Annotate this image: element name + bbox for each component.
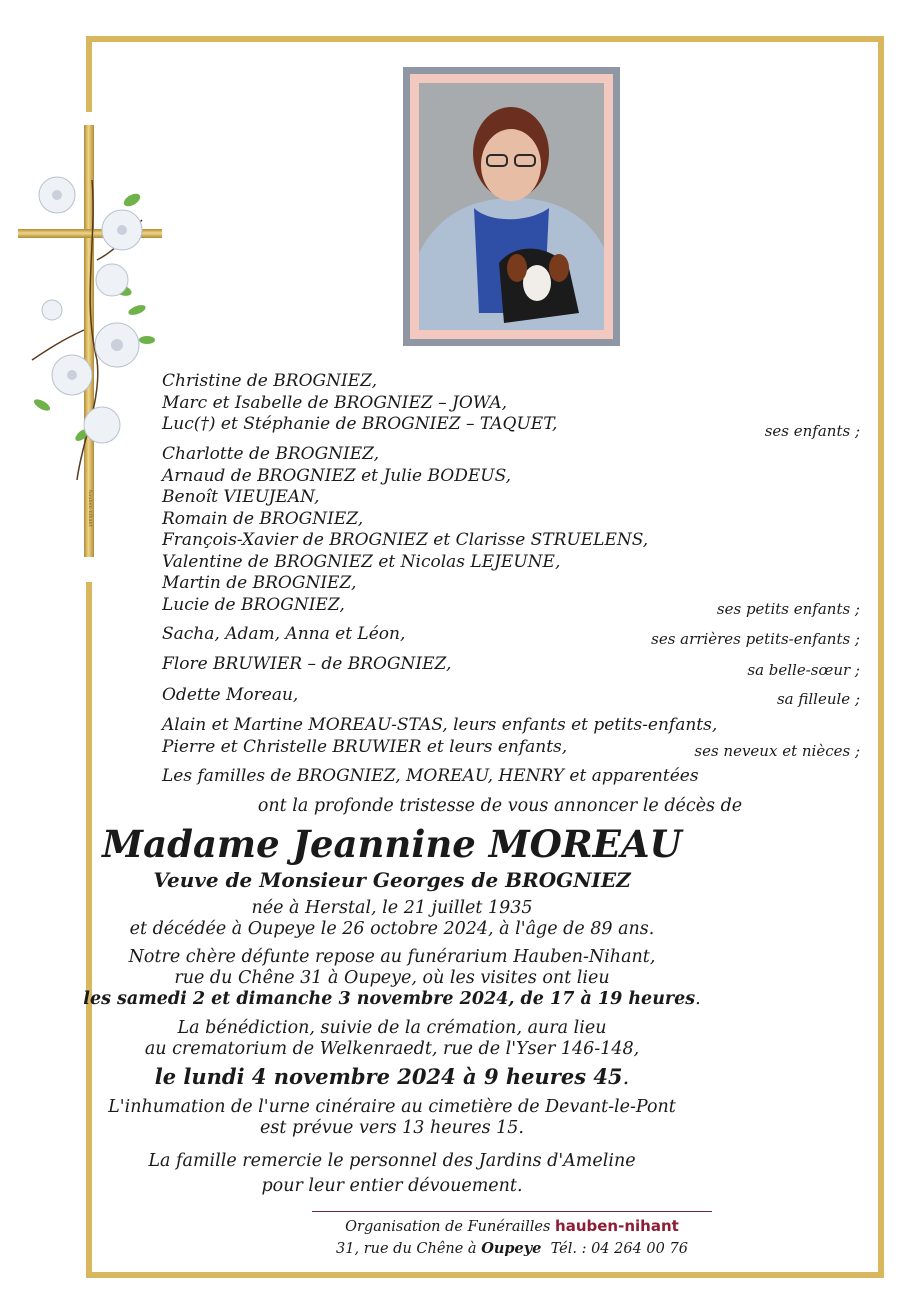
visits-text: les samedi 2 et dimanche 3 novembre 2024, de 17 à 19 heures <box>83 989 696 1009</box>
relation-label: sa belle-sœur ; <box>747 661 860 679</box>
ceremony-date: le lundi 4 novembre 2024 à 9 heures 45 <box>154 1064 623 1089</box>
announce-line: ont la profonde tristesse de vous annoncer le décès de <box>257 796 743 816</box>
blessing-line: La bénédiction, suivie de la crémation, aura lieu <box>177 1018 607 1038</box>
visits-line: les samedi 2 et dimanche 3 novembre 2024, de 17 à 19 heures. <box>83 989 701 1009</box>
footer-phone: Tél. : 04 264 00 76 <box>550 1241 688 1257</box>
brand-logo: hauben-nihant <box>555 1217 679 1235</box>
burial-line: L'inhumation de l'urne cinéraire au cimetière de Devant-le-Pont <box>108 1097 676 1117</box>
grandchild-name: Romain de BROGNIEZ, <box>162 508 364 529</box>
footer-org-line <box>290 1217 734 1235</box>
relation-label: ses enfants ; <box>764 422 860 440</box>
burial-line: est prévue vers 13 heures 15. <box>260 1118 524 1138</box>
rest-line: rue du Chêne 31 à Oupeye, où les visites ont lieu <box>174 968 610 988</box>
sister-in-law-name: Flore BRUWIER – de BROGNIEZ, <box>162 654 452 674</box>
relation-label: ses petits enfants ; <box>716 600 860 618</box>
death-line: et décédée à Oupeye le 26 octobre 2024, à l'âge de 89 ans. <box>129 919 655 939</box>
magnolia-flowers-icon <box>22 160 162 490</box>
portrait-image-icon <box>419 83 604 330</box>
thanks-line: La famille remercie le personnel des Jardins d'Ameline <box>148 1151 636 1171</box>
grandchild-name: François-Xavier de BROGNIEZ et Clarisse STRUELENS, <box>162 530 649 550</box>
nephew-name: Pierre et Christelle BRUWIER et leurs enfants, <box>162 736 568 757</box>
cross-signature: hauben-nihant <box>87 490 93 527</box>
portrait-frame <box>403 67 620 346</box>
relation-label: sa filleule ; <box>776 690 860 708</box>
footer-city: Oupeye <box>481 1240 542 1257</box>
footer-address-line <box>290 1240 734 1257</box>
child-name: Luc(†) et Stéphanie de BROGNIEZ – TAQUET, <box>162 414 558 434</box>
deceased-name: Madame Jeannine MOREAU <box>102 822 682 866</box>
grandchild-name: Lucie de BROGNIEZ, <box>162 594 345 615</box>
nephew-name: Alain et Martine MOREAU-STAS, leurs enfants et petits-enfants, <box>162 715 718 735</box>
blessing-line: au crematorium de Welkenraedt, rue de l'Yser 146-148, <box>144 1039 640 1059</box>
birth-line: née à Herstal, le 21 juillet 1935 <box>251 898 533 918</box>
relation-label: ses neveux et nièces ; <box>694 742 860 760</box>
rest-line: Notre chère défunte repose au funérarium Hauben-Nihant, <box>128 947 656 967</box>
thanks-line: pour leur entier dévouement. <box>261 1176 523 1196</box>
goddaughter-name: Odette Moreau, <box>162 685 299 705</box>
grandchild-name: Charlotte de BROGNIEZ, <box>162 444 380 464</box>
relation-label: ses arrières petits-enfants ; <box>651 630 860 648</box>
footer-address: 31, rue du Chêne à <box>336 1241 477 1257</box>
child-name: Christine de BROGNIEZ, <box>162 371 377 391</box>
grandchild-name: Valentine de BROGNIEZ et Nicolas LEJEUNE, <box>162 551 561 572</box>
ceremony-line: le lundi 4 novembre 2024 à 9 heures 45. <box>154 1064 630 1089</box>
grandchild-name: Benoît VIEUJEAN, <box>162 487 320 507</box>
footer-divider <box>312 1211 712 1212</box>
child-name: Marc et Isabelle de BROGNIEZ – JOWA, <box>162 392 508 413</box>
portrait-photo <box>419 83 604 330</box>
footer-org-label: Organisation de Funérailles <box>345 1219 551 1235</box>
grandchild-name: Martin de BROGNIEZ, <box>162 573 357 593</box>
widow-of-line: Veuve de Monsieur Georges de BROGNIEZ <box>153 868 631 892</box>
families-line: Les familles de BROGNIEZ, MOREAU, HENRY et apparentées <box>162 766 699 786</box>
grandchild-name: Arnaud de BROGNIEZ et Julie BODEUS, <box>162 465 512 486</box>
great-grandchildren-names: Sacha, Adam, Anna et Léon, <box>162 624 406 644</box>
